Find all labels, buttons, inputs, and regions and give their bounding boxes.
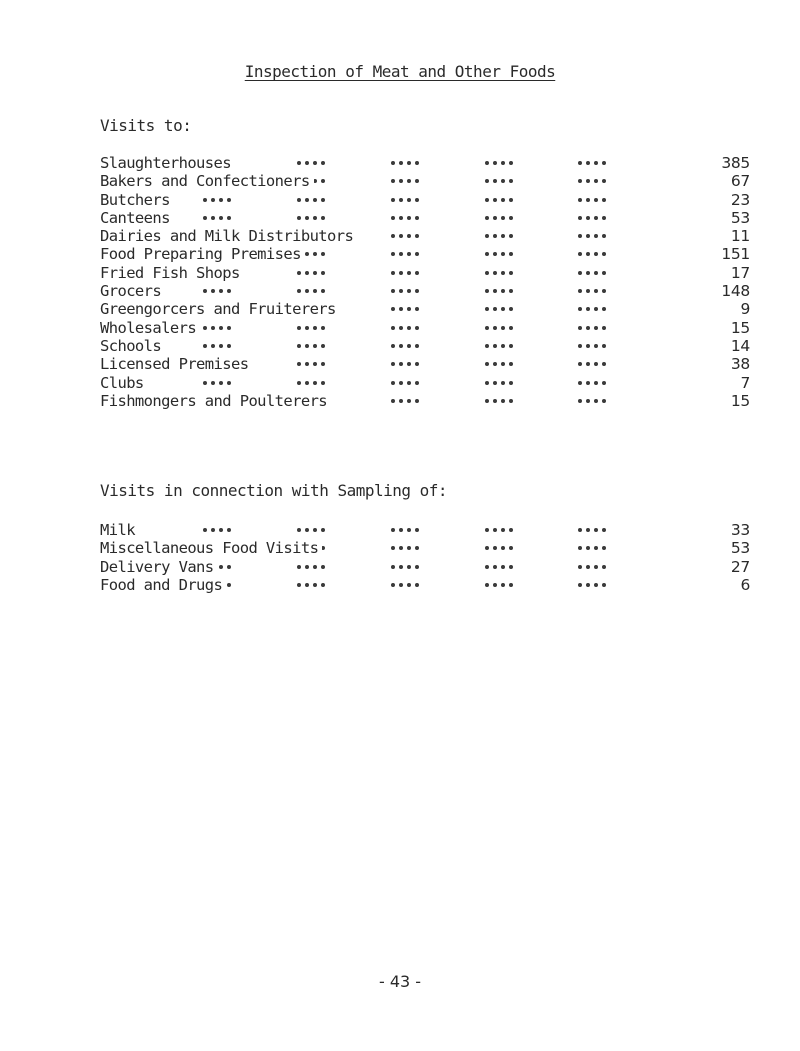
visits-heading: Visits to: bbox=[100, 116, 192, 135]
row-value: 15 bbox=[730, 391, 750, 410]
list-item bbox=[100, 557, 750, 576]
sampling-list bbox=[100, 521, 750, 594]
visits-list bbox=[100, 154, 750, 410]
row-value: 33 bbox=[730, 521, 750, 539]
list-item bbox=[100, 172, 750, 191]
row-value: 23 bbox=[730, 190, 750, 209]
row-value: 385 bbox=[721, 154, 750, 172]
row-value: 9 bbox=[740, 300, 750, 319]
row-value: 53 bbox=[730, 208, 750, 227]
row-label: Licensed Premises bbox=[100, 355, 252, 373]
row-label: Schools bbox=[100, 337, 165, 355]
list-item bbox=[100, 391, 750, 410]
row-label: Fried Fish Shops bbox=[100, 264, 244, 282]
list-item bbox=[100, 154, 750, 172]
dot-leader bbox=[100, 191, 657, 209]
list-item bbox=[100, 539, 750, 558]
row-value: 15 bbox=[730, 318, 750, 337]
row-label: Milk bbox=[100, 521, 139, 539]
row-label: Food Preparing Premises bbox=[100, 245, 305, 263]
list-item bbox=[100, 575, 750, 594]
row-label: Wholesalers bbox=[100, 319, 200, 337]
page-title-text: Inspection of Meat and Other Foods bbox=[244, 62, 556, 81]
row-value: 53 bbox=[730, 539, 750, 558]
sampling-heading: Visits in connection with Sampling of: bbox=[100, 481, 448, 500]
row-value: 38 bbox=[730, 355, 750, 374]
row-value: 67 bbox=[730, 172, 750, 191]
dot-leader bbox=[100, 374, 657, 392]
row-value: 11 bbox=[730, 227, 750, 246]
list-item bbox=[100, 318, 750, 337]
row-label: Delivery Vans bbox=[100, 558, 218, 576]
row-label: Slaughterhouses bbox=[100, 154, 235, 172]
list-item bbox=[100, 282, 750, 301]
dot-leader bbox=[100, 521, 657, 539]
list-item bbox=[100, 355, 750, 374]
row-label: Grocers bbox=[100, 282, 165, 300]
page-number: - 43 - bbox=[378, 972, 422, 991]
row-label: Canteens bbox=[100, 209, 174, 227]
row-label: Bakers and Confectioners bbox=[100, 172, 314, 190]
row-label: Miscellaneous Food Visits bbox=[100, 539, 322, 557]
row-value: 151 bbox=[721, 245, 750, 264]
dot-leader bbox=[100, 282, 657, 300]
page-title bbox=[0, 62, 800, 81]
row-label: Food and Drugs bbox=[100, 576, 226, 594]
list-item bbox=[100, 521, 750, 539]
list-item bbox=[100, 373, 750, 392]
row-value: 27 bbox=[730, 557, 750, 576]
list-item bbox=[100, 245, 750, 264]
row-value: 7 bbox=[740, 373, 750, 392]
list-item bbox=[100, 300, 750, 319]
row-value: 6 bbox=[740, 575, 750, 594]
list-item bbox=[100, 190, 750, 209]
row-label: Greengorcers and Fruiterers bbox=[100, 300, 340, 318]
row-label: Dairies and Milk Distributors bbox=[100, 227, 357, 245]
row-label: Clubs bbox=[100, 374, 148, 392]
list-item bbox=[100, 336, 750, 355]
list-item bbox=[100, 208, 750, 227]
dot-leader bbox=[100, 209, 657, 227]
list-item bbox=[100, 263, 750, 282]
row-label: Fishmongers and Poulterers bbox=[100, 392, 331, 410]
dot-leader bbox=[100, 337, 657, 355]
row-value: 148 bbox=[721, 282, 750, 301]
row-label: Butchers bbox=[100, 191, 174, 209]
row-value: 14 bbox=[730, 336, 750, 355]
row-value: 17 bbox=[730, 263, 750, 282]
list-item bbox=[100, 227, 750, 246]
